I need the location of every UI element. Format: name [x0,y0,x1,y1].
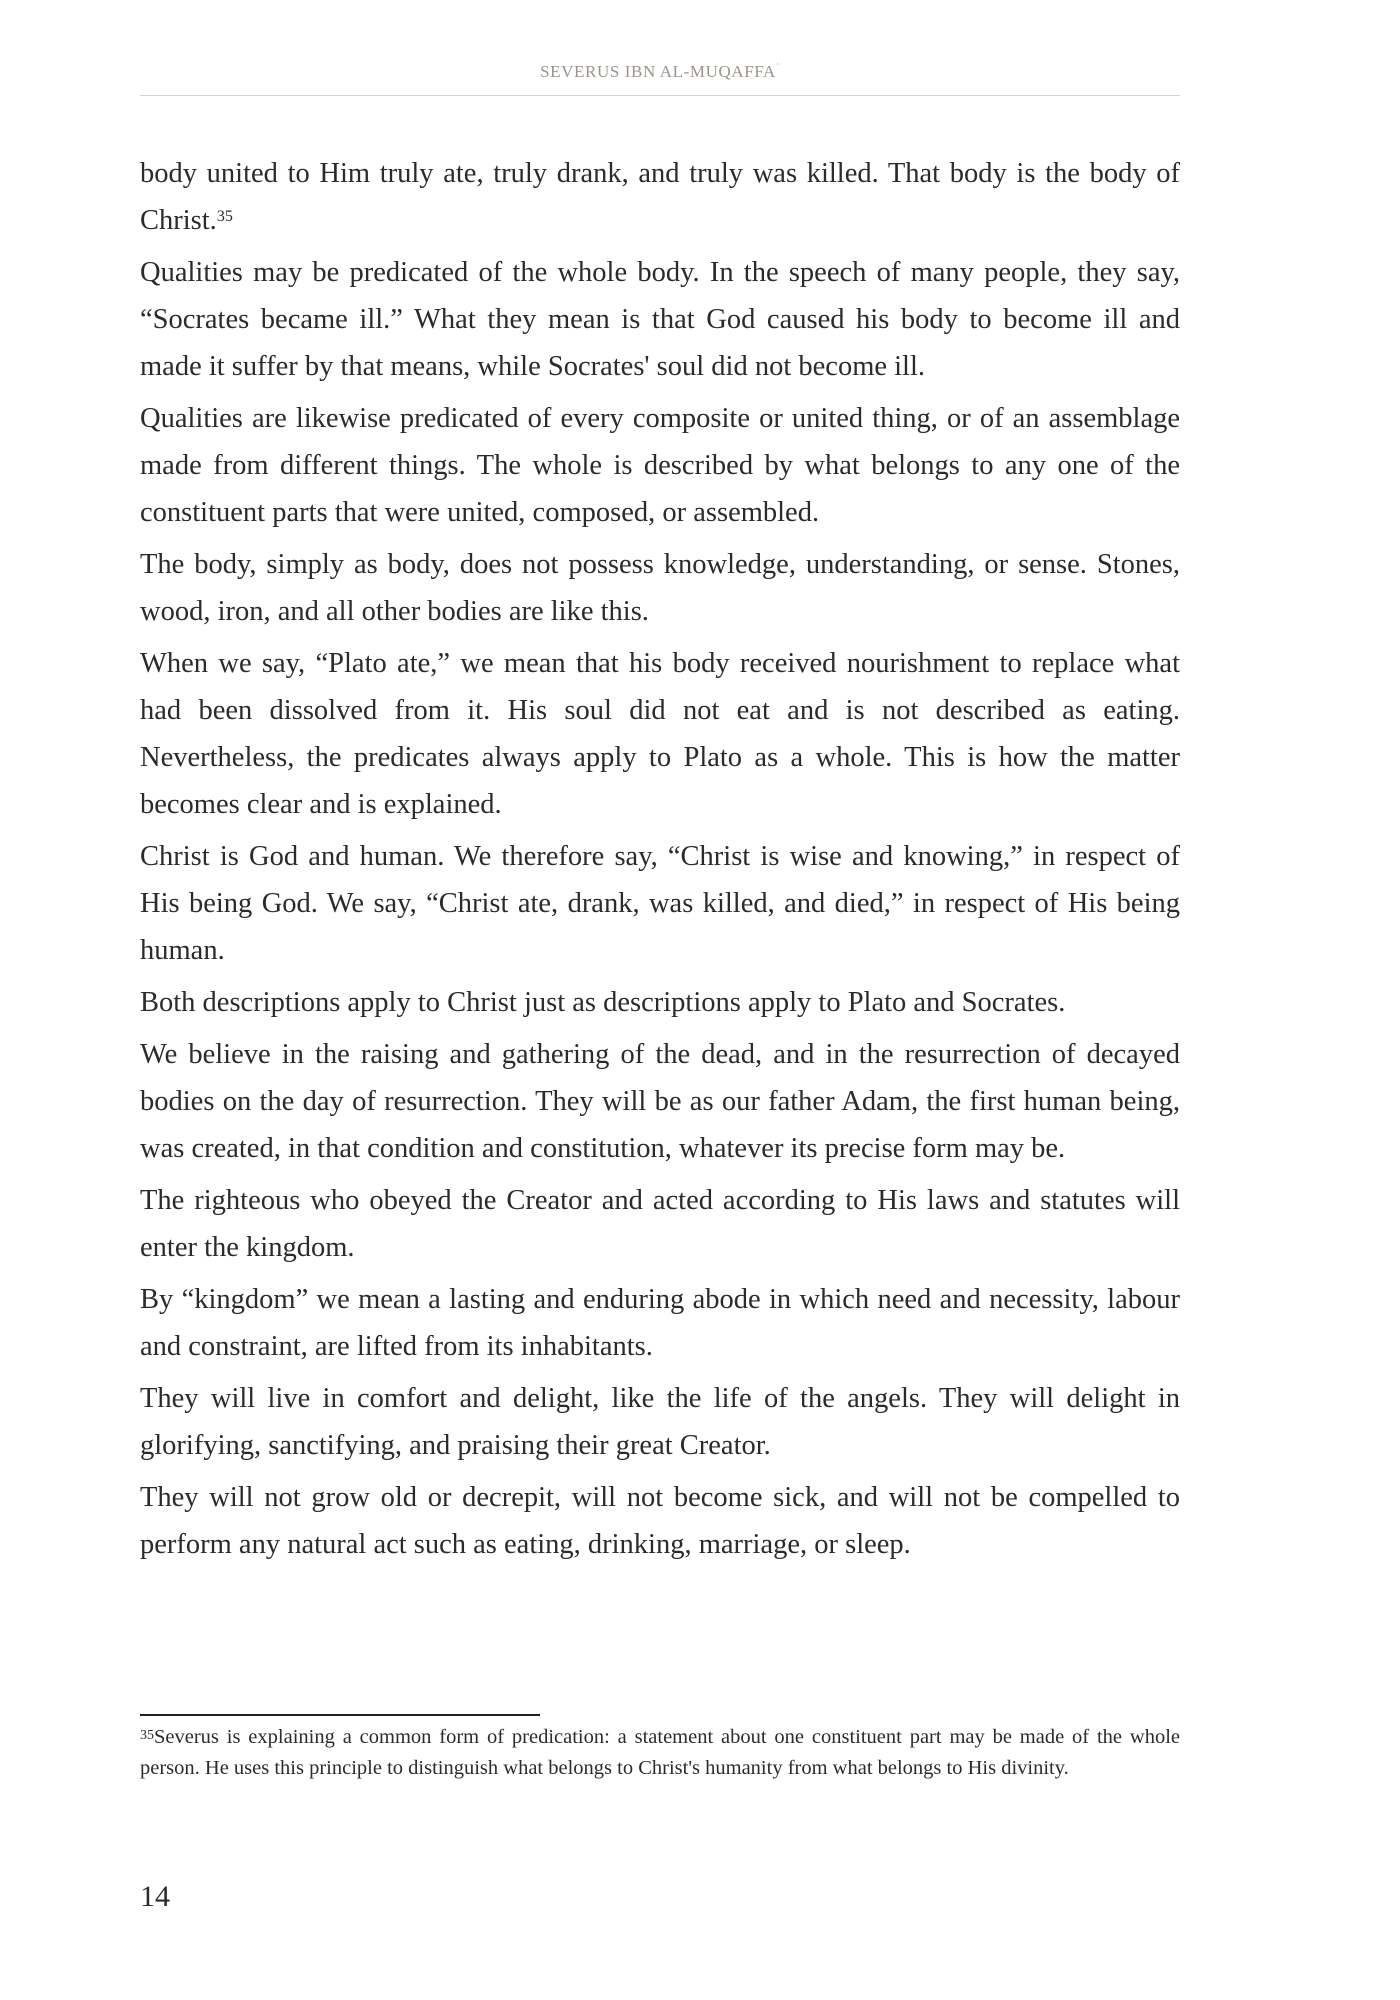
paragraph-8: We believe in the raising and gathering of the dead, and in the resurrection of decayed bodies on the day of resurrection. They will be as our father Adam, the first human being, was created, in that condition and constitution, whatever its precise form may be. [140,1039,1180,1164]
paragraph-7: Both descriptions apply to Christ just as descriptions apply to Plato and Socrates. [140,987,1066,1018]
body-text [140,150,1180,1573]
running-header-mark: ʿ [775,62,780,74]
paragraph-9: The righteous who obeyed the Creator and acted according to His laws and statutes will enter the kingdom. [140,1185,1180,1263]
paragraph-6: Christ is God and human. We therefore say, “Christ is wise and knowing,” in respect of His being God. We say, “Christ ate, drank, was killed, and died,” in respect of His being human. [140,841,1180,966]
footnote-rule [140,1714,540,1716]
page-number: 14 [140,1880,170,1913]
paragraph-3: Qualities are likewise predicated of every composite or united thing, or of an assemblage made from different things. The whole is described by what belongs to any one of the constituent parts that were united, composed, or assembled. [140,403,1180,528]
paragraph-12: They will not grow old or decrepit, will not become sick, and will not be compelled to perform any natural act such as eating, drinking, marriage, or sleep. [140,1482,1180,1560]
paragraph-10: By “kingdom” we mean a lasting and enduring abode in which need and necessity, labour and constraint, are lifted from its inhabitants. [140,1284,1180,1362]
paragraph-11: They will live in comfort and delight, like the life of the angels. They will delight in glorifying, sanctifying, and praising their great Creator. [140,1383,1180,1461]
footnote [140,1722,1180,1784]
paragraph-2: Qualities may be predicated of the whole body. In the speech of many people, they say, “Socrates became ill.” What they mean is that God caused his body to become ill and made it suffer by that means, while Socrates' soul did not become ill. [140,257,1180,382]
footnote-reference-35[interactable]: 35 [216,208,233,225]
paragraph-4: The body, simply as body, does not possess knowledge, understanding, or sense. Stones, wood, iron, and all other bodies are like this. [140,549,1180,627]
footnote-number: 35 [140,1728,154,1743]
running-header-title: SEVERUS IBN AL-MUQAFFA [540,62,776,81]
paragraph-5: When we say, “Plato ate,” we mean that his body received nourishment to replace what had been dissolved from it. His soul did not eat and is not described as eating. Nevertheless, the predicates always apply to Plato as a whole. This is how the matter becomes clear and is explained. [140,648,1180,820]
paragraph-1 [140,150,1180,244]
footnote-text: Severus is explaining a common form of predication: a statement about one constituent part may be made of the whole person. He uses this principle to distinguish what belongs to Christ's humanity from what belongs to His divinity. [140,1726,1180,1779]
running-header [140,62,1180,82]
paragraph-1-text: body united to Him truly ate, truly drank, and truly was killed. That body is the body of Christ. [140,158,1180,236]
header-rule [140,95,1180,96]
